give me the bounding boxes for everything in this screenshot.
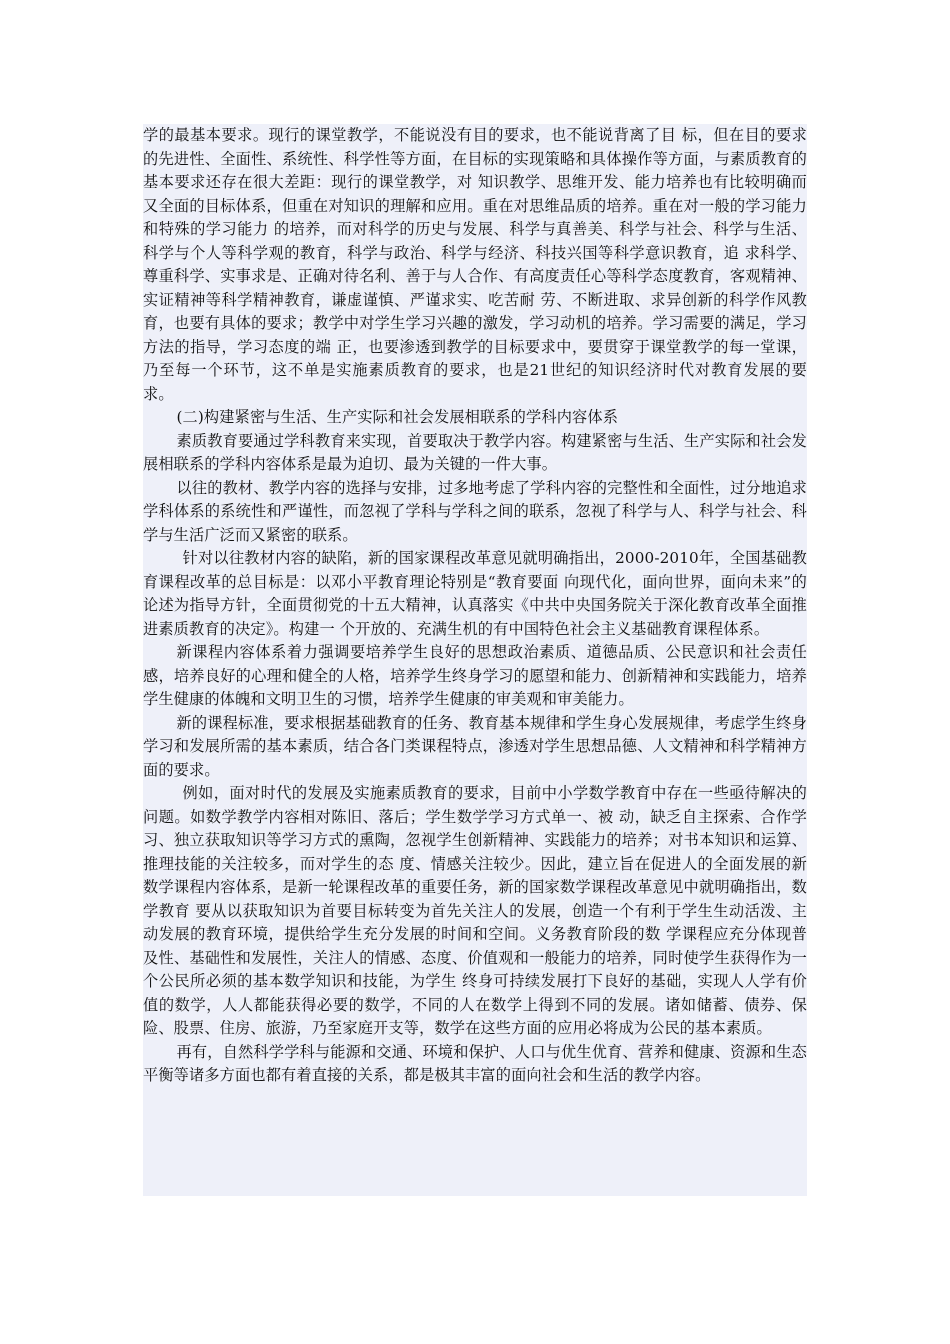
document-text-block: [143, 124, 807, 1196]
section-heading: (二)构建紧密与生活、生产实际和社会发展相联系的学科内容体系: [176, 408, 619, 426]
paragraph: 以往的教材、教学内容的选择与安排，过多地考虑了学科内容的完整性和全面性，过分地追求学科体系的系统性和严谨性，而忽视了学科与学科之间的联系，忽视了科学与人、科学与社会、科学与生活广泛而又紧密的联系。: [143, 478, 807, 544]
paragraph: 例如，面对时代的发展及实施素质教育的要求，目前中小学数学教育中存在一些亟待解决的问题。如数学教学内容相对陈旧、落后；学生数学学习方式单一、被 动，缺乏自主探索、合作学习、独立获取知识等学习方式的熏陶，忽视学生创新精神、实践能力的培养；对书本知识和运算、推理技能的关注较多，而对学生的态 度、情感关注较少。因此，建立旨在促进人的全面发展的新数学课程内容体系，是新一轮课程改革的重要任务，新的国家数学课程改革意见中就明确指出，数学教育 要从以获取知识为首要目标转变为首先关注人的发展，创造一个有利于学生生动活泼、主动发展的教育环境，提供给学生充分发展的时间和空间。义务教育阶段的数 学课程应充分体现普及性、基础性和发展性，关注人的情感、态度、价值观和一般能力的培养，同时使学生获得作为一个公民所必须的基本数学知识和技能，为学生 终身可持续发展打下良好的基础，实现人人学有价值的数学，人人都能获得必要的数学，不同的人在数学上得到不同的发展。诸如储蓄、债券、保险、股票、住房、旅游，乃至家庭开支等，数学在这些方面的应用必将成为公民的基本素质。: [143, 784, 807, 1037]
paragraph: 素质教育要通过学科教育来实现，首要取决于教学内容。构建紧密与生活、生产实际和社会发展相联系的学科内容体系是最为迫切、最为关键的一件大事。: [143, 431, 807, 473]
paragraph: 新的课程标准，要求根据基础教育的任务、教育基本规律和学生身心发展规律，考虑学生终身学习和发展所需的基本素质，结合各门类课程特点，渗透对学生思想品德、人文精神和科学精神方面的要求。: [143, 713, 807, 779]
paragraph: 再有，自然科学学科与能源和交通、环境和保护、人口与优生优育、营养和健康、资源和生态平衡等诸多方面也都有着直接的关系，都是极其丰富的面向社会和生活的教学内容。: [143, 1042, 807, 1084]
paragraph: 新课程内容体系着力强调要培养学生良好的思想政治素质、道德品质、公民意识和社会责任感，培养良好的心理和健全的人格，培养学生终身学习的愿望和能力、创新精神和实践能力，培养学生健康的体魄和文明卫生的习惯，培养学生健康的审美观和审美能力。: [143, 643, 807, 708]
paragraph: 针对以往教材内容的缺陷，新的国家课程改革意见就明确指出，2000-2010年，全国基础教育课程改革的总目标是：以邓小平教育理论特别是“教育要面 向现代化，面向世界，面向未来”的论述为指导方针，全面贯彻党的十五大精神，认真落实《中共中央国务院关于深化教育改革全面推进素质教育的决定》。构建一 个开放的、充满生机的有中国特色社会主义基础教育课程体系。: [143, 549, 807, 638]
paragraph-continuation: 学的最基本要求。现行的课堂教学，不能说没有目的要求，也不能说背离了目 标，但在目的要求的先进性、全面性、系统性、科学性等方面，在目标的实现策略和具体操作等方面，与素质教育的基本要求还存在很大差距：现行的课堂教学，对 知识教学、思维开发、能力培养也有比较明确而又全面的目标体系，但重在对知识的理解和应用。重在对思维品质的培养。重在对一般的学习能力和特殊的学习能力 的培养，而对科学的历史与发展、科学与真善美、科学与社会、科学与生活、科学与个人等科学观的教育，科学与政治、科学与经济、科技兴国等科学意识教育，追 求科学、尊重科学、实事求是、正确对待名利、善于与人合作、有高度责任心等科学态度教育，客观精神、实证精神等科学精神教育，谦虚谨慎、严谨求实、吃苦耐 劳、不断进取、求异创新的科学作风教育，也要有具体的要求；教学中对学生学习兴趣的激发，学习动机的培养。学习需要的满足，学习方法的指导，学习态度的端 正，也要渗透到教学的目标要求中，要贯穿于课堂教学的每一堂课，乃至每一个环节，这不单是实施素质教育的要求，也是21世纪的知识经济时代对教育发展的要 求。: [143, 126, 807, 403]
